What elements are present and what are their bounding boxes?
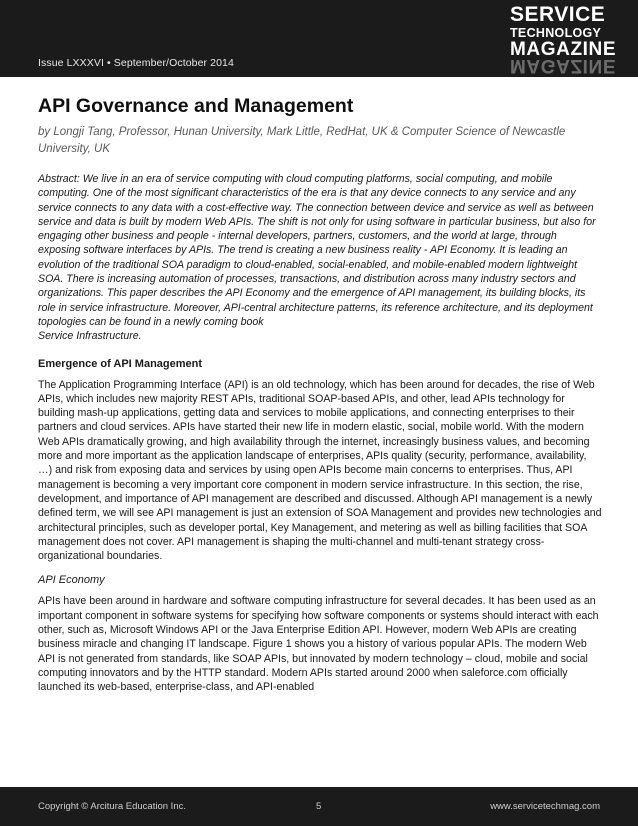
magazine-logo <box>510 4 632 74</box>
article-title: API Governance and Management <box>38 95 354 117</box>
article-byline: by Longji Tang, Professor, Hunan University, Mark Little, RedHat, UK & Computer Science of Newcastle University, UK <box>38 126 566 155</box>
magazine-header <box>0 0 638 77</box>
section-heading-api-economy: API Economy <box>38 574 105 587</box>
footer-page-number: 5 <box>316 801 322 812</box>
article-body <box>38 92 602 695</box>
section-body-api-economy: APIs have been around in hardware and software computing infrastructure for several decades. It has been used as an important component in software systems for specifying how software components or systems should interact with each other, such as, Microsoft Windows API or the Java Enterprise Edition API. However, modern Web APIs are creating business miracle and changing IT landscape. Figure 1 shows you a history of various popular APIs. The modern Web API is not generated from standards, like SOAP APIs, but innovated by modern technology – cloud, mobile and social computing innovators and by the HTTP standard. Modern APIs started around 2000 when saleforce.com officially launched its web-based, enterprise-class, and API-enabled <box>38 595 599 694</box>
section-heading-emergence: Emergence of API Management <box>38 357 203 370</box>
page-footer <box>0 787 638 826</box>
logo-reflection: MAGAZINE <box>510 55 617 76</box>
logo-line-technology: TECHNOLOGY <box>510 26 602 40</box>
footer-url[interactable]: www.servicetechmag.com <box>490 801 600 812</box>
abstract-text: Abstract: We live in an era of service computing with cloud computing platforms, social computing, and mobile computing. One of the most significant characteristics of the era is that any device connects to any service and any service connects to any data with a cost-effective way. The connection between device and service as well as between service and data is built by modern Web APIs. The shift is not only for using software in particular business, but also for engaging other business and people - internal developers, partners, customers, and the world at large, through exposing software interfaces by APIs. The trend is creating a new business reality - API Economy. It is leading an evolution of the traditional SOA paradigm to cloud-enabled, social-enabled, and mobile-enabled modern lightweight SOA. There is increasing automation of processes, transactions, and distribution across many industry sectors and organizations. This paper describes the API Economy and the emergence of API management, its building blocks, its role in service infrastructure. Moreover, API-central architecture patterns, its reference architecture, and its deployment topologies can be found in a newly coming book <box>38 173 596 328</box>
issue-info: Issue LXXXVI • September/October 2014 <box>38 57 234 69</box>
logo-line-magazine: MAGAZINE <box>510 39 617 60</box>
logo-line-service: SERVICE <box>510 3 606 26</box>
abstract-tail: Service Infrastructure. <box>38 330 142 343</box>
article-abstract <box>38 172 602 344</box>
section-body-emergence: The Application Programming Interface (API) is an old technology, which has been around for decades, the rise of Web APIs, which includes new majority REST APIs, traditional SOAP-based APIs, and other, lead APIs technology for building mash-up applications, getting data and services to mobile applications, and connecting enterprises to their partners and cloud services. APIs have started their new life in modern elastic, social, mobile world. With the modern Web APIs dramatically growing, and high availability through the internet, increasingly business values, and becoming more and more important as the application landscape of enterprises, APIs quality (security, performance, availability, …) and risk from exposing data and services by using open APIs become main concerns to enterprises. Thus, API management is becoming a very important core component in modern service infrastructure. In this section, the rise, development, and importance of API management are described and discussed. Although API management is a newly defined term, we will see API management is just an extension of SOA Management and provides new technologies and architectural principles, such as developer portal, Key Management, and metering as well as billing facilities that SOA management does not cover. API management is shaping the multi-channel and multi-tenant strategy cross-organizational boundaries. <box>38 378 602 563</box>
footer-copyright: Copyright © Arcitura Education Inc. <box>38 801 186 812</box>
